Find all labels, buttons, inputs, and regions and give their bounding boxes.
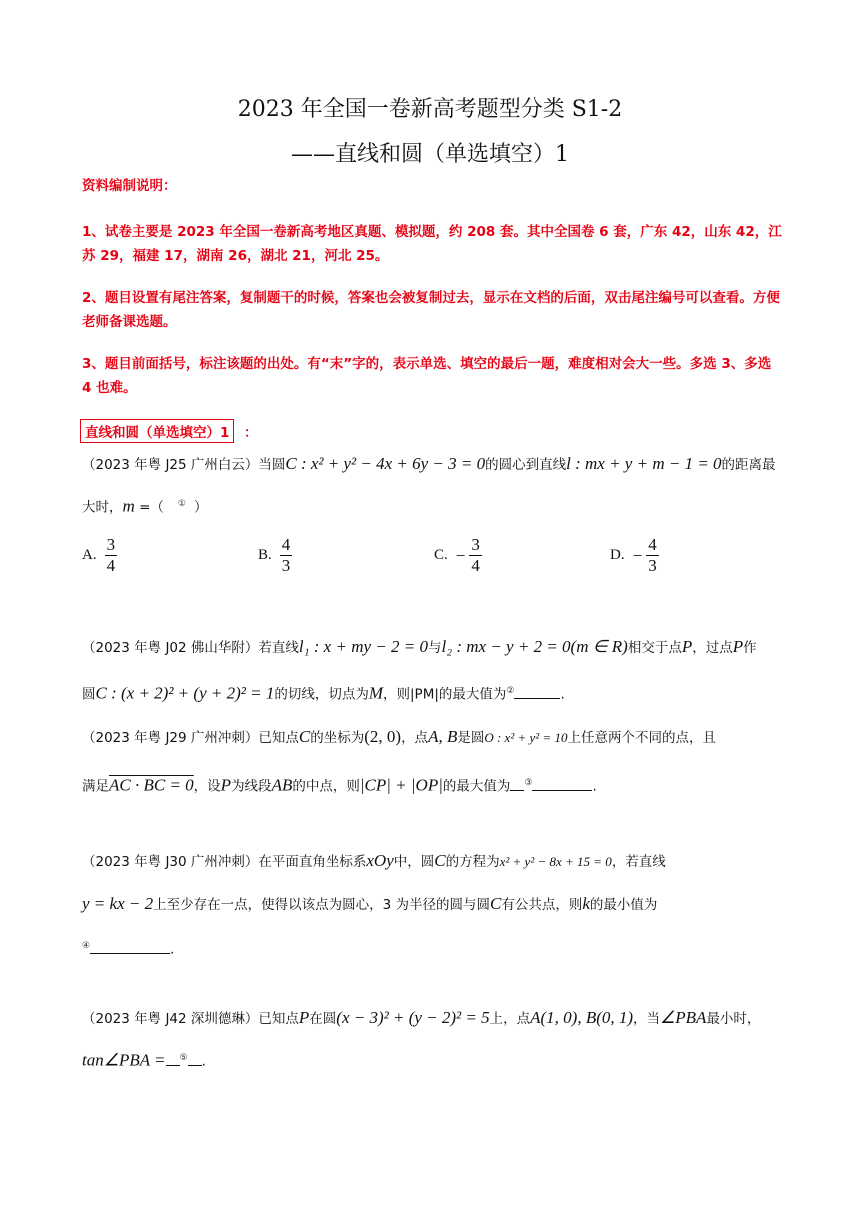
option-d-num: 4 bbox=[648, 535, 657, 554]
q4-xoy: xOy bbox=[366, 851, 394, 870]
q5-circle-eq: (x − 3)² + (y − 2)² = 5 bbox=[336, 1008, 490, 1027]
question-4-line3 bbox=[82, 935, 782, 961]
question-3 bbox=[82, 726, 782, 749]
q2-line2-start: 圆 bbox=[82, 686, 96, 703]
question-1-line2 bbox=[82, 493, 782, 519]
q3-text-end: 上任意两个不同的点，且 bbox=[567, 730, 716, 746]
question-4-line2 bbox=[82, 893, 782, 916]
option-c-den: 4 bbox=[471, 556, 480, 575]
q4-line2-text3: 的最小值为 bbox=[589, 897, 658, 913]
q3-points-ab: A, B bbox=[428, 727, 458, 746]
q4-line2-text: 上至少存在一点，使得以该点为圆心，3 为半径的圆与圆 bbox=[153, 897, 490, 913]
endnote-5[interactable]: ⑤ bbox=[179, 1053, 188, 1063]
q5-point-p: P bbox=[298, 1008, 310, 1027]
option-b-fraction bbox=[280, 535, 293, 576]
q5-text2: 上，点 bbox=[489, 1011, 531, 1027]
q3-line2-text: ，设 bbox=[193, 778, 221, 795]
q3-source: （2023 年粤 J29 广州冲刺）已知点 bbox=[82, 730, 299, 746]
q4-var-k: k bbox=[582, 894, 590, 913]
q1-circle-eq: C : x² + y² − 4x + 6y − 3 = 0 bbox=[285, 454, 486, 473]
q4-line2-text2: 有公共点，则 bbox=[501, 897, 583, 913]
notes-heading: 资料编制说明： bbox=[82, 178, 177, 194]
q4-text-end: ，若直线 bbox=[611, 854, 666, 870]
option-c-fraction bbox=[469, 535, 482, 576]
question-3-line2 bbox=[82, 772, 782, 798]
q3-point-c: C bbox=[298, 727, 311, 746]
q4-circle-c: C bbox=[434, 851, 446, 870]
q1-line-eq: l : mx + y + m − 1 = 0 bbox=[566, 454, 722, 473]
q3-circle-eq: O : x² + y² = 10 bbox=[484, 730, 568, 745]
q3-line2-start: 满足 bbox=[82, 778, 109, 795]
endnote-3[interactable]: ③ bbox=[524, 778, 533, 788]
q5-period: . bbox=[201, 1053, 206, 1070]
option-a[interactable] bbox=[82, 535, 117, 576]
q3-point-p: P bbox=[220, 775, 232, 795]
q5-angle: ∠PBA bbox=[660, 1008, 707, 1027]
question-2 bbox=[82, 636, 782, 659]
option-d-den: 3 bbox=[648, 556, 657, 575]
endnote-2[interactable]: ② bbox=[506, 686, 515, 696]
note-2: 2、题目设置有尾注答案，复制题干的时候，答案也会被复制过去，显示在文档的后面，双击尾注编号可以查看。方便老师备课选题。 bbox=[82, 290, 780, 330]
q1-var-m: m bbox=[122, 496, 135, 516]
question-5 bbox=[82, 1007, 782, 1030]
q3-text: 的坐标为 bbox=[310, 730, 365, 746]
option-b-num: 4 bbox=[281, 535, 291, 554]
option-d-fraction bbox=[646, 535, 659, 576]
option-c-sign: − bbox=[455, 545, 466, 565]
note-3: 3、题目前面括号，标注该题的出处。有“末”字的，表示单选、填空的最后一题，难度相对会大一些。多选 3、多选 4 也难。 bbox=[82, 356, 772, 396]
q4-text: 中，圆 bbox=[393, 854, 435, 870]
option-d-sign: − bbox=[632, 545, 643, 565]
q2-with: 与 bbox=[427, 640, 442, 656]
question-4 bbox=[82, 850, 782, 873]
option-c-num: 3 bbox=[471, 535, 480, 554]
q2-circle-eq: C : (x + 2)² + (y + 2)² = 1 bbox=[95, 683, 275, 703]
q2-point-p: P bbox=[681, 637, 693, 656]
q2-text2: ，过点 bbox=[692, 640, 733, 656]
question-1 bbox=[82, 453, 782, 476]
q2-source: （2023 年粤 J02 佛山华附）若直线 bbox=[82, 640, 299, 656]
q3-dot-product: AC · BC = 0 bbox=[109, 775, 194, 795]
q5-text: 在圆 bbox=[309, 1011, 337, 1027]
option-d[interactable] bbox=[610, 535, 659, 576]
q1-paren-close: ） bbox=[193, 499, 208, 516]
q3-segment-ab: AB bbox=[271, 775, 293, 795]
q3-line2-text3: 的中点，则 bbox=[292, 778, 360, 795]
section-label-box bbox=[80, 419, 234, 443]
q1-line2-text: 大时， bbox=[82, 499, 123, 516]
option-c[interactable] bbox=[434, 535, 482, 576]
q4-circle-c2: C bbox=[489, 894, 502, 913]
q2-line1-eq: l₁ : x + my − 2 = 0 bbox=[298, 637, 428, 656]
document-subtitle: ——直线和圆（单选填空）1 bbox=[291, 142, 569, 167]
option-c-label: C. bbox=[434, 547, 448, 563]
q3-text2: ，点 bbox=[401, 730, 429, 746]
option-a-num: 3 bbox=[106, 535, 116, 554]
q2-line2-text2: ，则|PM|的最大值为 bbox=[383, 686, 507, 703]
q3-period: . bbox=[592, 778, 597, 795]
option-a-label: A. bbox=[82, 547, 97, 563]
q1-source: （2023 年粤 J25 广州白云）当圆 bbox=[82, 457, 286, 473]
q4-line-eq: y = kx − 2 bbox=[82, 894, 154, 913]
option-b[interactable] bbox=[258, 535, 292, 576]
q5-answer-blank bbox=[188, 1065, 202, 1066]
option-b-label: B. bbox=[258, 547, 272, 563]
q5-text3: ，当 bbox=[633, 1011, 661, 1027]
q5-text-end: 最小时， bbox=[706, 1011, 761, 1027]
q2-text-end: 作 bbox=[743, 640, 757, 656]
q2-text: 相交于点 bbox=[627, 640, 682, 656]
note-1: 1、试卷主要是 2023 年全国一卷新高考地区真题、模拟题，约 208 套。其中全国卷 6 套，广东 42，山东 42，江苏 29，福建 17，湖南 26，湖北 21，河北 25。 bbox=[82, 224, 782, 264]
q3-text3: 是圆 bbox=[457, 730, 485, 746]
document-title: 2023 年全国一卷新高考题型分类 S1-2 bbox=[237, 97, 623, 122]
q5-points-ab: A(1, 0), B(0, 1) bbox=[530, 1008, 634, 1027]
q2-point-p2: P bbox=[732, 637, 744, 656]
q5-blank-pre bbox=[166, 1065, 180, 1066]
q2-line2-text: 的切线，切点为 bbox=[274, 686, 369, 703]
q3-line2-text2: 为线段 bbox=[231, 778, 272, 795]
option-d-label: D. bbox=[610, 547, 625, 563]
option-b-den: 3 bbox=[281, 556, 291, 575]
q1-text: 的圆心到直线 bbox=[485, 457, 567, 473]
question-2-line2 bbox=[82, 680, 782, 706]
q3-coordinate: (2, 0) bbox=[364, 727, 402, 746]
q4-circle-eq: x² + y² − 8x + 15 = 0 bbox=[499, 854, 612, 869]
q3-line2-text4: 的最大值为 bbox=[442, 778, 511, 795]
section-label: 直线和圆（单选填空）1 bbox=[85, 425, 230, 441]
q5-source: （2023 年粤 J42 深圳德琳）已知点 bbox=[82, 1011, 299, 1027]
q3-expression: |CP| + |OP| bbox=[359, 775, 443, 795]
q4-text2: 的方程为 bbox=[445, 854, 500, 870]
section-colon: ： bbox=[244, 425, 258, 441]
option-a-fraction bbox=[105, 535, 118, 576]
endnote-1[interactable]: ① bbox=[177, 499, 186, 509]
question-5-line2 bbox=[82, 1047, 782, 1073]
q4-period: . bbox=[170, 941, 175, 958]
q4-answer-blank bbox=[90, 953, 170, 954]
option-a-den: 4 bbox=[106, 556, 116, 575]
q2-answer-blank bbox=[514, 698, 560, 699]
q5-tan-expr: tan∠PBA = bbox=[82, 1050, 166, 1070]
endnote-4[interactable]: ④ bbox=[82, 941, 91, 951]
q2-period: . bbox=[560, 686, 565, 703]
q2-line2-eq: l₂ : mx − y + 2 = 0(m ∈ R) bbox=[441, 637, 628, 656]
q2-point-m: M bbox=[368, 683, 383, 703]
q4-source: （2023 年粤 J30 广州冲刺）在平面直角坐标系 bbox=[82, 854, 367, 870]
q3-blank-pre bbox=[510, 790, 524, 791]
q1-equals: =（ bbox=[134, 499, 164, 516]
q1-text-end: 的距离最 bbox=[721, 457, 776, 473]
q3-answer-blank bbox=[532, 790, 592, 791]
